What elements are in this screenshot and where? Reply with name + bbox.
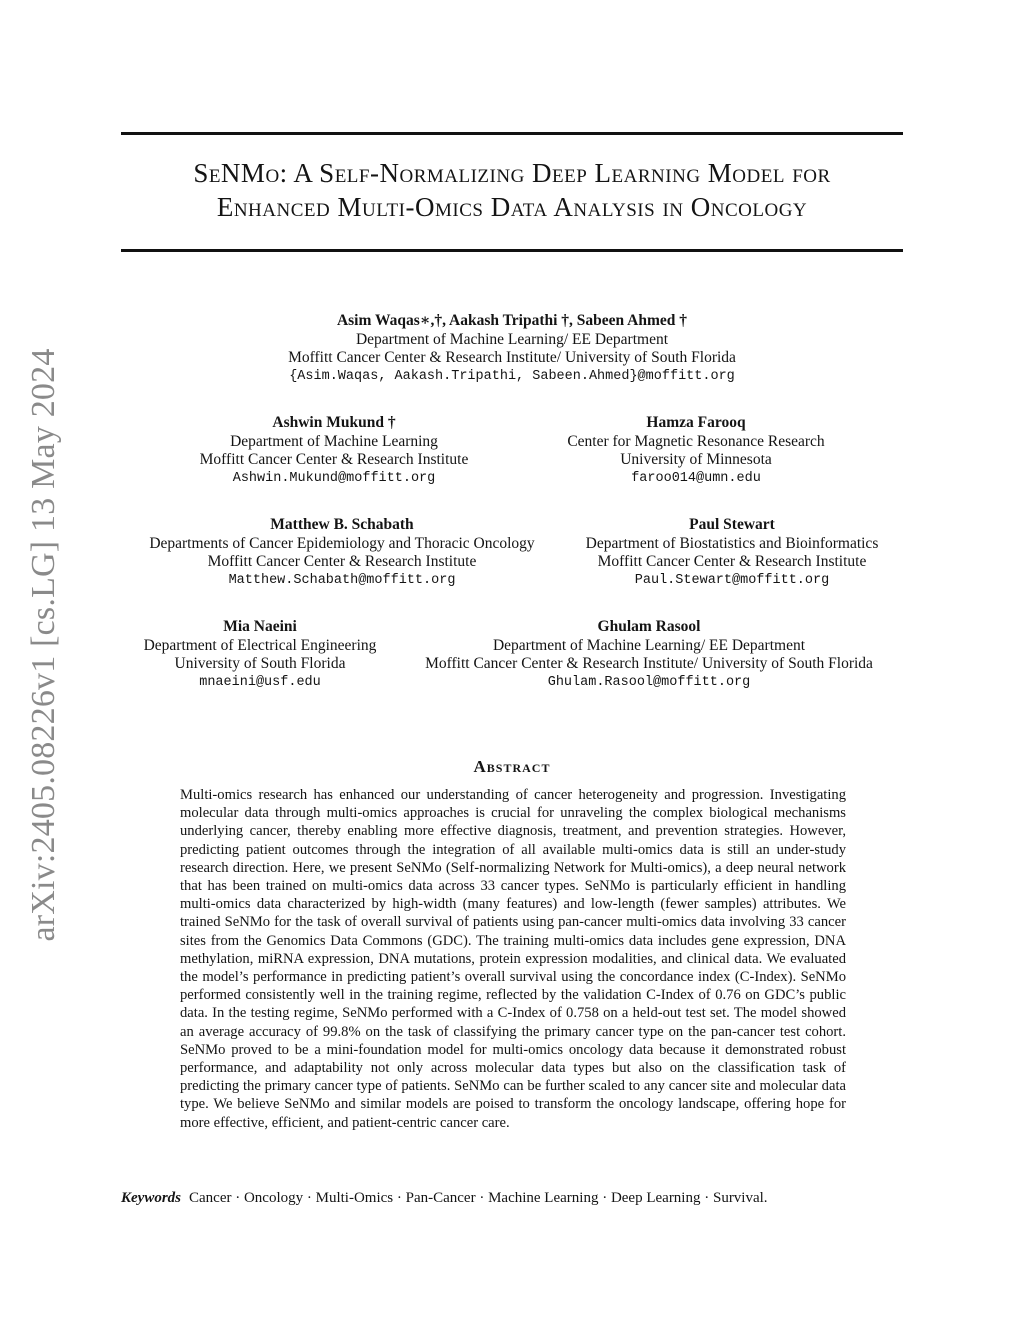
author-department: Center for Magnetic Resonance Research: [567, 432, 825, 450]
author-email: Paul.Stewart@moffitt.org: [634, 572, 830, 588]
author-email: {Asim.Waqas, Aakash.Tripathi, Sabeen.Ahmed}@moffitt.org: [289, 368, 735, 384]
author-department: Department of Machine Learning: [230, 432, 438, 450]
author-block-schabath: [134, 516, 550, 590]
author-block-mukund: [134, 414, 534, 488]
author-department: Departments of Cancer Epidemiology and Thoracic Oncology: [149, 534, 535, 552]
author-name: Ashwin Mukund †: [272, 414, 396, 431]
author-email: mnaeini@usf.edu: [199, 674, 321, 690]
author-block-lead: [121, 312, 903, 386]
author-name: Matthew B. Schabath: [270, 516, 414, 533]
author-name: Hamza Farooq: [646, 414, 746, 431]
author-department: Department of Electrical Engineering: [143, 636, 377, 654]
author-institution: Moffitt Cancer Center & Research Institute: [597, 553, 867, 570]
paper-title: [121, 156, 903, 224]
arxiv-identifier: arXiv:2405.08226v1 [cs.LG] 13 May 2024: [25, 348, 62, 942]
author-department: Department of Machine Learning/ EE Department: [355, 330, 669, 348]
author-institution: University of South Florida: [174, 655, 346, 672]
author-name: Ghulam Rasool: [597, 618, 701, 635]
author-email: Matthew.Schabath@moffitt.org: [228, 572, 456, 588]
author-institution: Moffitt Cancer Center & Research Institute: [199, 451, 469, 468]
author-email: Ghulam.Rasool@moffitt.org: [547, 674, 751, 690]
author-block-farooq: [546, 414, 846, 488]
author-institution: University of Minnesota: [620, 451, 772, 468]
author-name: Paul Stewart: [689, 516, 775, 533]
author-names: Asim Waqas∗,†, Aakash Tripathi †, Sabeen Ahmed †: [336, 312, 688, 329]
keywords-label: Keywords: [121, 1190, 181, 1206]
author-institution: Moffitt Cancer Center & Research Institute/ University of South Florida: [425, 655, 873, 672]
author-institution: Moffitt Cancer Center & Research Institute: [207, 553, 477, 570]
author-email: Ashwin.Mukund@moffitt.org: [232, 470, 436, 486]
title-bottom-rule: [121, 249, 903, 252]
author-block-stewart: [572, 516, 892, 590]
keywords-line: [121, 1189, 903, 1208]
author-block-rasool: [404, 618, 894, 692]
title-line-1: SeNMo: A Self-Normalizing Deep Learning Model for: [193, 158, 831, 188]
abstract-text: Multi-omics research has enhanced our understanding of cancer heterogeneity and progression. Investigating molecular data through multi-omics approaches is crucial for unraveling the complex biological mechanisms underlying cancer, thereby enabling more effective diagnosis, treatment, and prevention strategies. However, predicting patient outcomes through the integration of all available multi-omics data is still an under-study research direction. Here, we present SeNMo (Self-normalizing Network for Multi-omics), a deep neural network that has been trained on multi-omics data across 33 cancer types. SeNMo is particularly efficient in handling multi-omics data characterized by high-width (many features) and low-length (fewer samples) attributes. We trained SeNMo for the task of overall survival of patients using pan-cancer multi-omics data involving 33 cancer sites from the Genomics Data Commons (GDC). The training multi-omics data includes gene expression, DNA methylation, miRNA expression, DNA mutations, protein expression modalities, and clinical data. We evaluated the model’s performance in predicting patient’s overall survival using the concordance index (C-Index). SeNMo performed consistently well in the training regime, reflected by the validation C-Index of 0.76 on GDC’s public data. In the testing regime, SeNMo performed with a C-Index of 0.758 on a held-out test set. The model showed an average accuracy of 99.8% on the task of classifying the primary cancer type on the pan-cancer test cohort. SeNMo proved to be a mini-foundation model for multi-omics oncology data because it demonstrated robust performance, and adaptability not only across molecular data types but also on the classification task of predicting the primary cancer type of patients. SeNMo can be further scaled to any cancer site and molecular data type. We believe SeNMo and similar models are poised to transform the oncology landscape, offering hope for more effective, efficient, and patient-centric cancer care.: [180, 787, 846, 1131]
abstract-heading: Abstract: [473, 757, 551, 776]
author-department: Department of Machine Learning/ EE Department: [492, 636, 806, 654]
author-department: Department of Biostatistics and Bioinformatics: [585, 534, 879, 552]
keywords-list: Cancer · Oncology · Multi-Omics · Pan-Cancer · Machine Learning · Deep Learning · Survival.: [189, 1190, 768, 1206]
author-institution: Moffitt Cancer Center & Research Institute/ University of South Florida: [288, 349, 736, 366]
author-email: faroo014@umn.edu: [631, 470, 761, 486]
title-top-rule: [121, 132, 903, 135]
author-name: Mia Naeini: [223, 618, 297, 635]
author-block-naeini: [134, 618, 386, 692]
title-line-2: Enhanced Multi-Omics Data Analysis in Oncology: [216, 192, 808, 222]
